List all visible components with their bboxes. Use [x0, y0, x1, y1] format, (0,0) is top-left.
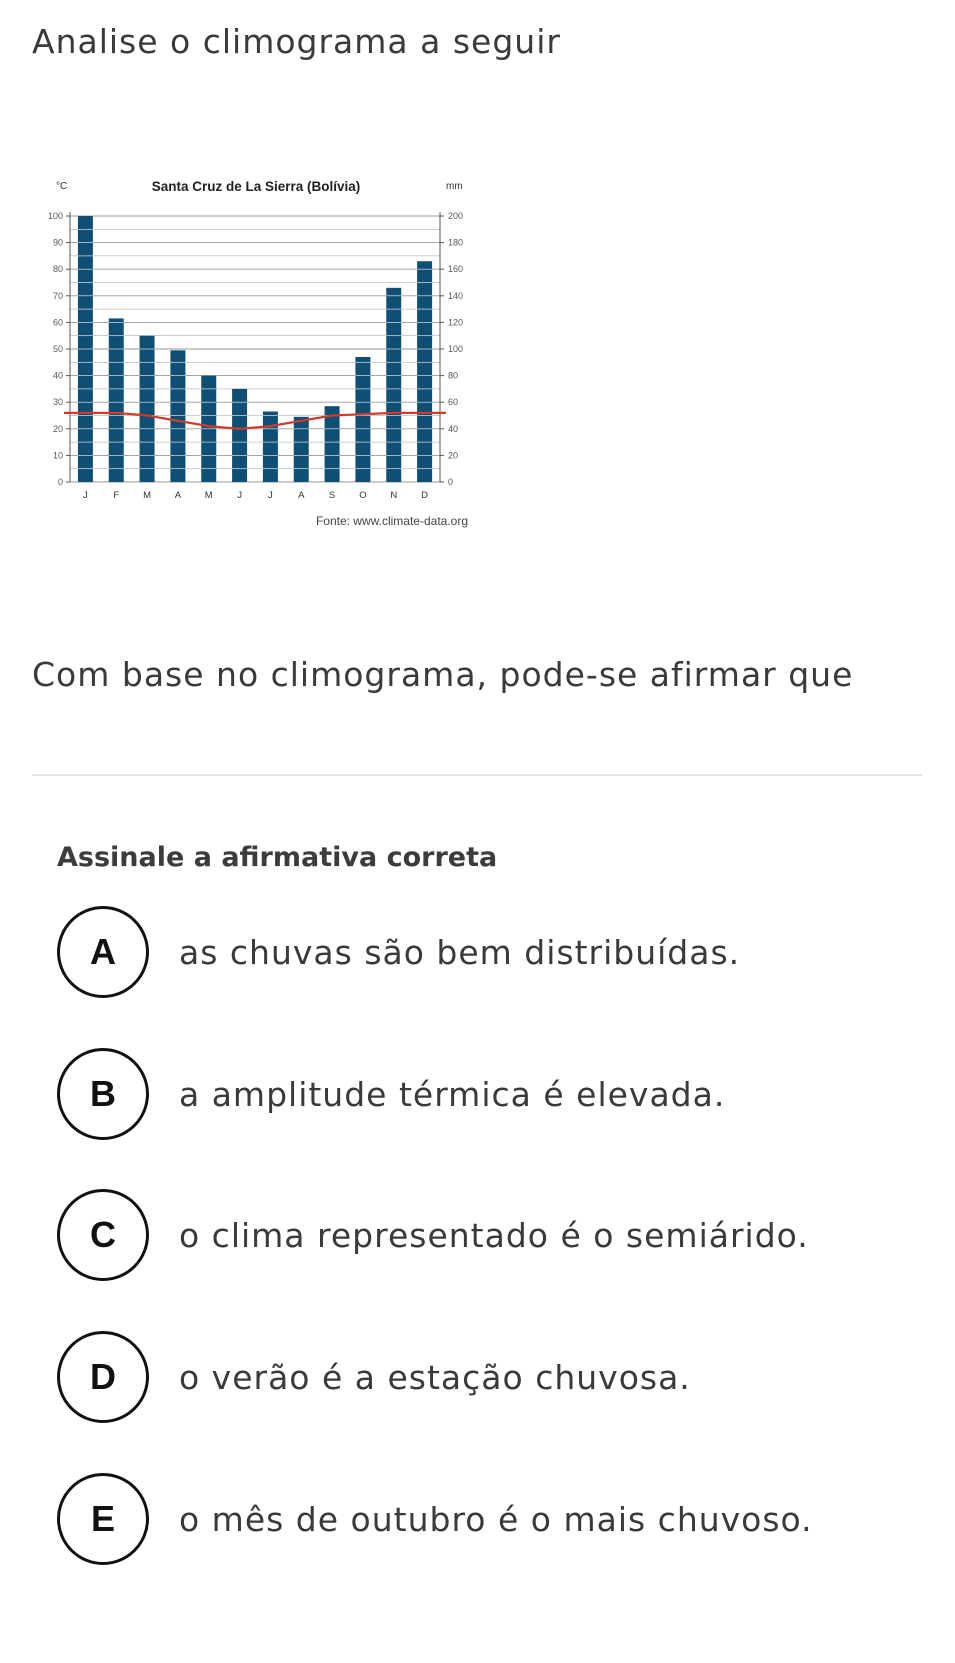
chart-source: Fonte: www.climate-data.org [315, 514, 468, 528]
chart-title: Santa Cruz de La Sierra (Bolívia) [151, 179, 361, 194]
right-tick-label: 100 [448, 344, 464, 354]
left-tick-label: 70 [52, 290, 63, 301]
question-stem: Com base no climograma, pode-se afirmar que [32, 655, 854, 694]
right-tick-label: 160 [448, 264, 464, 275]
month-label: F [113, 490, 120, 501]
month-label: S [328, 490, 336, 501]
left-tick-label: 60 [52, 317, 63, 328]
month-label: A [298, 490, 305, 501]
option-d-letter[interactable]: D [57, 1331, 149, 1423]
right-tick-label: 200 [448, 211, 464, 221]
option-b[interactable] [57, 1044, 937, 1144]
month-label: A [174, 490, 182, 501]
left-tick-label: 30 [52, 397, 63, 408]
month-label: O [359, 490, 367, 501]
left-tick-label: 10 [52, 450, 63, 461]
right-unit-label: mm [446, 181, 463, 192]
month-label: M [143, 490, 152, 501]
precipitation-bar [109, 318, 124, 482]
right-tick-label: 120 [448, 317, 464, 328]
left-tick-label: 80 [52, 264, 63, 275]
right-tick-label: 20 [448, 450, 459, 461]
option-e-letter[interactable]: E [57, 1473, 149, 1565]
left-tick-label: 40 [52, 370, 63, 381]
left-tick-label: 20 [52, 423, 63, 434]
month-label: M [204, 490, 213, 501]
precipitation-bar [232, 389, 247, 482]
option-d-text: o verão é a estação chuvosa. [179, 1357, 691, 1397]
right-tick-label: 0 [448, 477, 454, 487]
option-c-letter[interactable]: C [57, 1189, 149, 1281]
left-unit-label: °C [56, 181, 68, 192]
option-a[interactable] [57, 902, 937, 1002]
right-tick-label: 60 [448, 397, 459, 408]
month-label: N [390, 490, 398, 501]
month-label: J [237, 490, 242, 501]
instruction-text: Assinale a afirmativa correta [57, 842, 498, 873]
precipitation-bar [386, 288, 401, 482]
left-tick-label: 50 [52, 344, 63, 354]
right-tick-label: 180 [448, 237, 464, 248]
precipitation-bar [263, 412, 278, 482]
option-a-letter[interactable]: A [57, 906, 149, 998]
option-c[interactable] [57, 1185, 937, 1285]
climograph-chart [28, 175, 498, 575]
divider [32, 774, 922, 776]
precipitation-bar [170, 350, 185, 482]
option-c-text: o clima representado é o semiárido. [179, 1215, 809, 1255]
precipitation-bar [140, 336, 155, 482]
option-e[interactable] [57, 1469, 937, 1569]
month-label: D [421, 490, 429, 501]
right-tick-label: 40 [448, 423, 459, 434]
precipitation-bar [294, 417, 309, 482]
month-label: J [268, 490, 273, 501]
climograph-svg [28, 175, 498, 575]
option-b-letter[interactable]: B [57, 1048, 149, 1140]
left-tick-label: 100 [47, 211, 63, 221]
precipitation-bar [417, 261, 432, 482]
right-tick-label: 80 [448, 370, 459, 381]
option-e-text: o mês de outubro é o mais chuvoso. [179, 1499, 813, 1539]
question-intro: Analise o climograma a seguir [32, 22, 561, 61]
option-a-text: as chuvas são bem distribuídas. [179, 932, 741, 972]
precipitation-bar [325, 406, 340, 482]
left-tick-label: 0 [57, 477, 63, 487]
right-tick-label: 140 [448, 290, 464, 301]
left-tick-label: 90 [52, 237, 63, 248]
month-label: J [83, 490, 88, 501]
option-d[interactable] [57, 1327, 937, 1427]
option-b-text: a amplitude térmica é elevada. [179, 1074, 726, 1114]
